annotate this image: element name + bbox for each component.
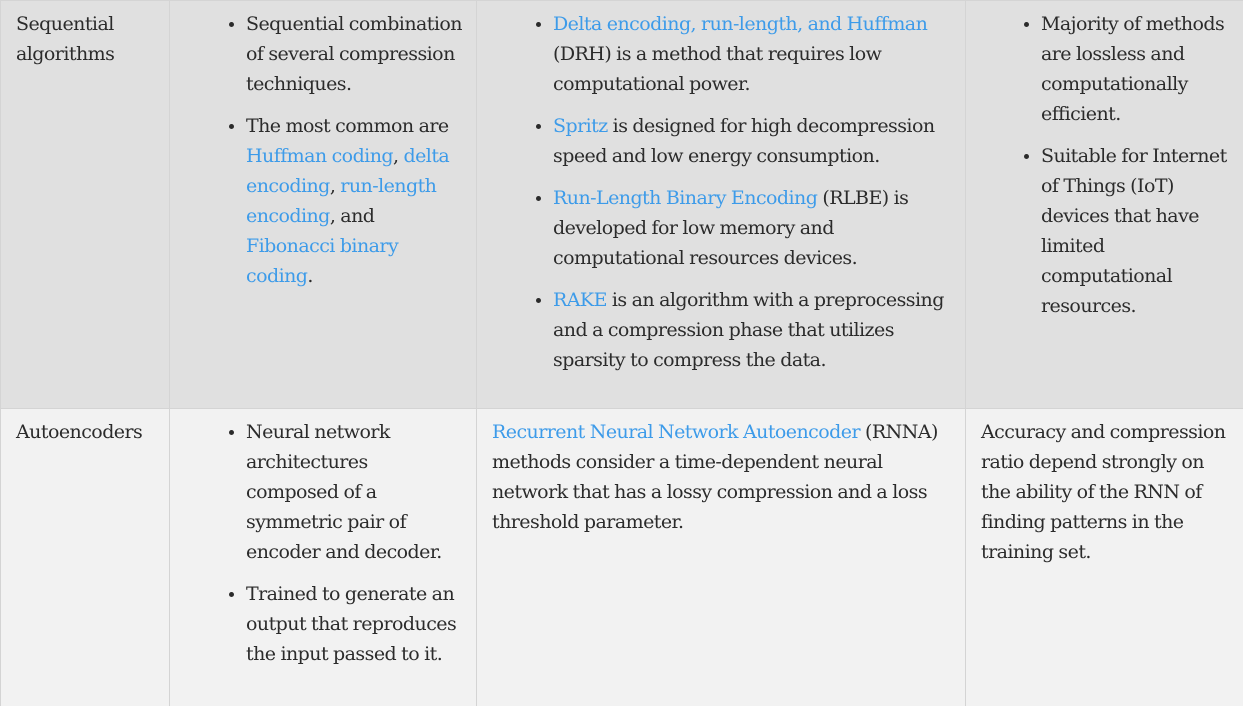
inline-link[interactable]: RAKE bbox=[553, 289, 607, 311]
inline-link[interactable]: delta encoding bbox=[246, 145, 450, 197]
inline-text: Majority of methods are lossless and computationally efficient. bbox=[1041, 13, 1225, 125]
inline-link[interactable]: Recurrent Neural Network Autoencoder bbox=[492, 421, 861, 443]
inline-text: (RLBE) is developed for low memory and computational resources devices. bbox=[553, 187, 909, 269]
description-list bbox=[185, 417, 462, 669]
category-cell: Autoencoders bbox=[1, 409, 170, 706]
list-item bbox=[246, 111, 462, 291]
inline-text: , bbox=[329, 175, 341, 197]
inline-text: Trained to generate an output that reproduces the input passed to it. bbox=[246, 583, 457, 665]
table-row-sequential bbox=[1, 1, 1243, 409]
list-item bbox=[553, 9, 951, 99]
category-cell: Sequential algorithms bbox=[1, 1, 170, 409]
description-cell bbox=[170, 1, 477, 409]
description-cell bbox=[170, 409, 477, 706]
inline-text: is designed for high decompression speed and low energy consumption. bbox=[553, 115, 935, 167]
list-item bbox=[553, 183, 951, 273]
description-list bbox=[185, 9, 462, 291]
list-item bbox=[553, 285, 951, 375]
inline-link[interactable]: Delta encoding, run-length, and Huffman bbox=[553, 13, 928, 35]
methods-paragraph bbox=[492, 417, 951, 537]
inline-link[interactable]: Run-Length Binary Encoding bbox=[553, 187, 818, 209]
notes-cell bbox=[966, 409, 1243, 706]
inline-text: Sequential combination of several compression techniques. bbox=[246, 13, 462, 95]
list-item bbox=[246, 9, 462, 99]
notes-list bbox=[981, 9, 1229, 321]
methods-cell bbox=[477, 1, 966, 409]
list-item bbox=[1041, 9, 1229, 129]
list-item bbox=[553, 111, 951, 171]
inline-text: Neural network architectures composed of a symmetric pair of encoder and decoder. bbox=[246, 421, 442, 563]
inline-link[interactable]: Spritz bbox=[553, 115, 608, 137]
table-row-autoencoders bbox=[1, 409, 1243, 706]
inline-text: , bbox=[393, 145, 404, 167]
methods-cell bbox=[477, 409, 966, 706]
inline-text: The most common are bbox=[246, 115, 449, 137]
inline-text: (DRH) is a method that requires low computational power. bbox=[553, 43, 882, 95]
list-item bbox=[1041, 141, 1229, 321]
inline-link[interactable]: Huffman coding bbox=[246, 145, 394, 167]
inline-link[interactable]: run-length encoding bbox=[246, 175, 437, 227]
inline-text: Accuracy and compression ratio depend strongly on the ability of the RNN of finding patterns in the training set. bbox=[981, 421, 1226, 563]
notes-cell bbox=[966, 1, 1243, 409]
list-item bbox=[246, 579, 462, 669]
inline-text: Suitable for Internet of Things (IoT) devices that have limited computational resources. bbox=[1041, 145, 1227, 317]
inline-text: (RNNA) methods consider a time-dependent neural network that has a lossy compression and a loss threshold parameter. bbox=[492, 421, 938, 533]
inline-text: , and bbox=[329, 205, 375, 227]
list-item bbox=[246, 417, 462, 567]
inline-text: . bbox=[307, 265, 313, 287]
notes-paragraph bbox=[981, 417, 1229, 567]
methods-list bbox=[492, 9, 951, 375]
inline-text: is an algorithm with a preprocessing and a compression phase that utilizes sparsity to compress the data. bbox=[553, 289, 944, 371]
inline-link[interactable]: Fibonacci binary coding bbox=[246, 235, 399, 287]
